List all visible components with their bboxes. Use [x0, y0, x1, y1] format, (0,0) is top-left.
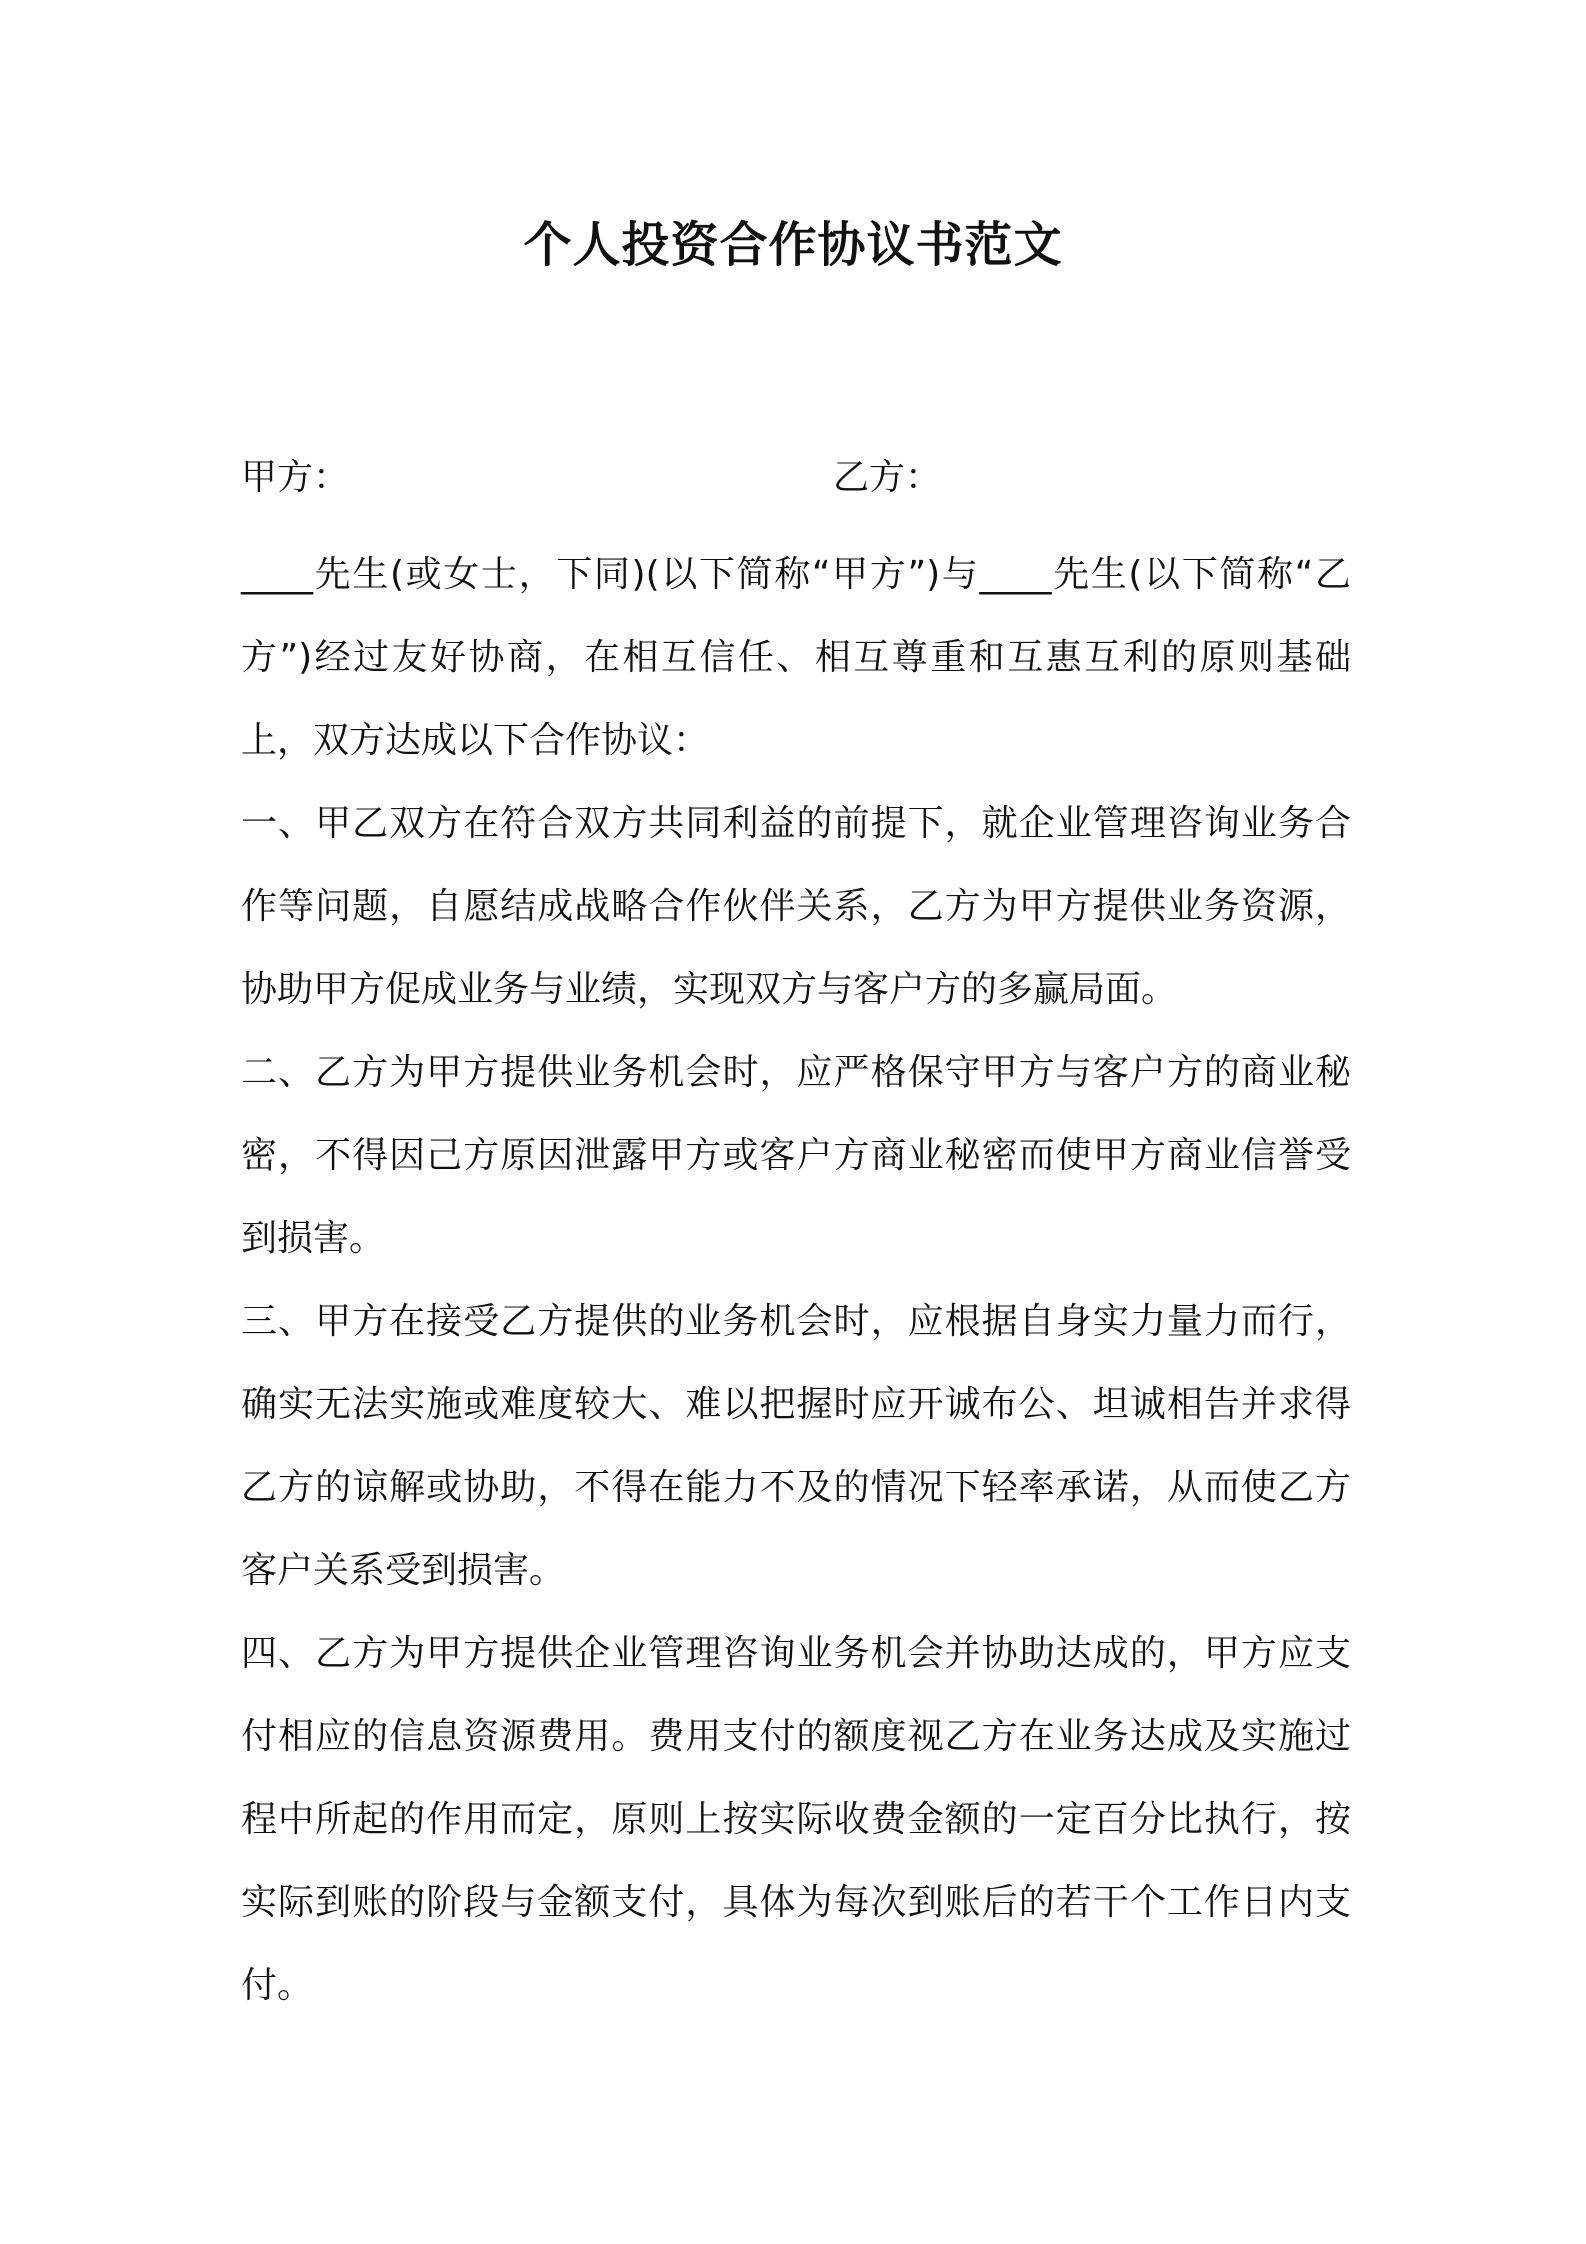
clause-4-paragraph: 四、乙方为甲方提供企业管理咨询业务机会并协助达成的，甲方应支付相应的信息资源费用。费用支付的额度视乙方在业务达成及实施过程中所起的作用而定，原则上按实际收费金额的一定百分比执行，按实际到账的阶段与金额支付，具体为每次到账后的若干个工作日内支付。: [241, 1633, 1351, 2006]
agreement-body: [241, 533, 1351, 2027]
intro-paragraph: ____先生(或女士，下同)(以下简称“甲方”)与____先生(以下简称“乙方”)经过友好协商，在相互信任、相互尊重和互惠互利的原则基础上，双方达成以下合作协议：: [241, 554, 1351, 761]
party-b-label: 乙方：: [833, 457, 942, 498]
clause-1-paragraph: 一、甲乙双方在符合双方共同利益的前提下，就企业管理咨询业务合作等问题，自愿结成战略合作伙伴关系，乙方为甲方提供业务资源，协助甲方促成业务与业绩，实现双方与客户方的多赢局面。: [241, 803, 1351, 1010]
document-title: 个人投资合作协议书范文: [523, 217, 1063, 273]
party-a-label: 甲方：: [241, 457, 350, 498]
clause-3-paragraph: 三、甲方在接受乙方提供的业务机会时，应根据自身实力量力而行，确实无法实施或难度较大、难以把握时应开诚布公、坦诚相告并求得乙方的谅解或协助，不得在能力不及的情况下轻率承诺，从而使乙方客户关系受到损害。: [241, 1301, 1351, 1591]
parties-row: [241, 448, 1351, 508]
clause-2-paragraph: 二、乙方为甲方提供业务机会时，应严格保守甲方与客户方的商业秘密，不得因己方原因泄露甲方或客户方商业秘密而使甲方商业信誉受到损害。: [241, 1052, 1351, 1259]
